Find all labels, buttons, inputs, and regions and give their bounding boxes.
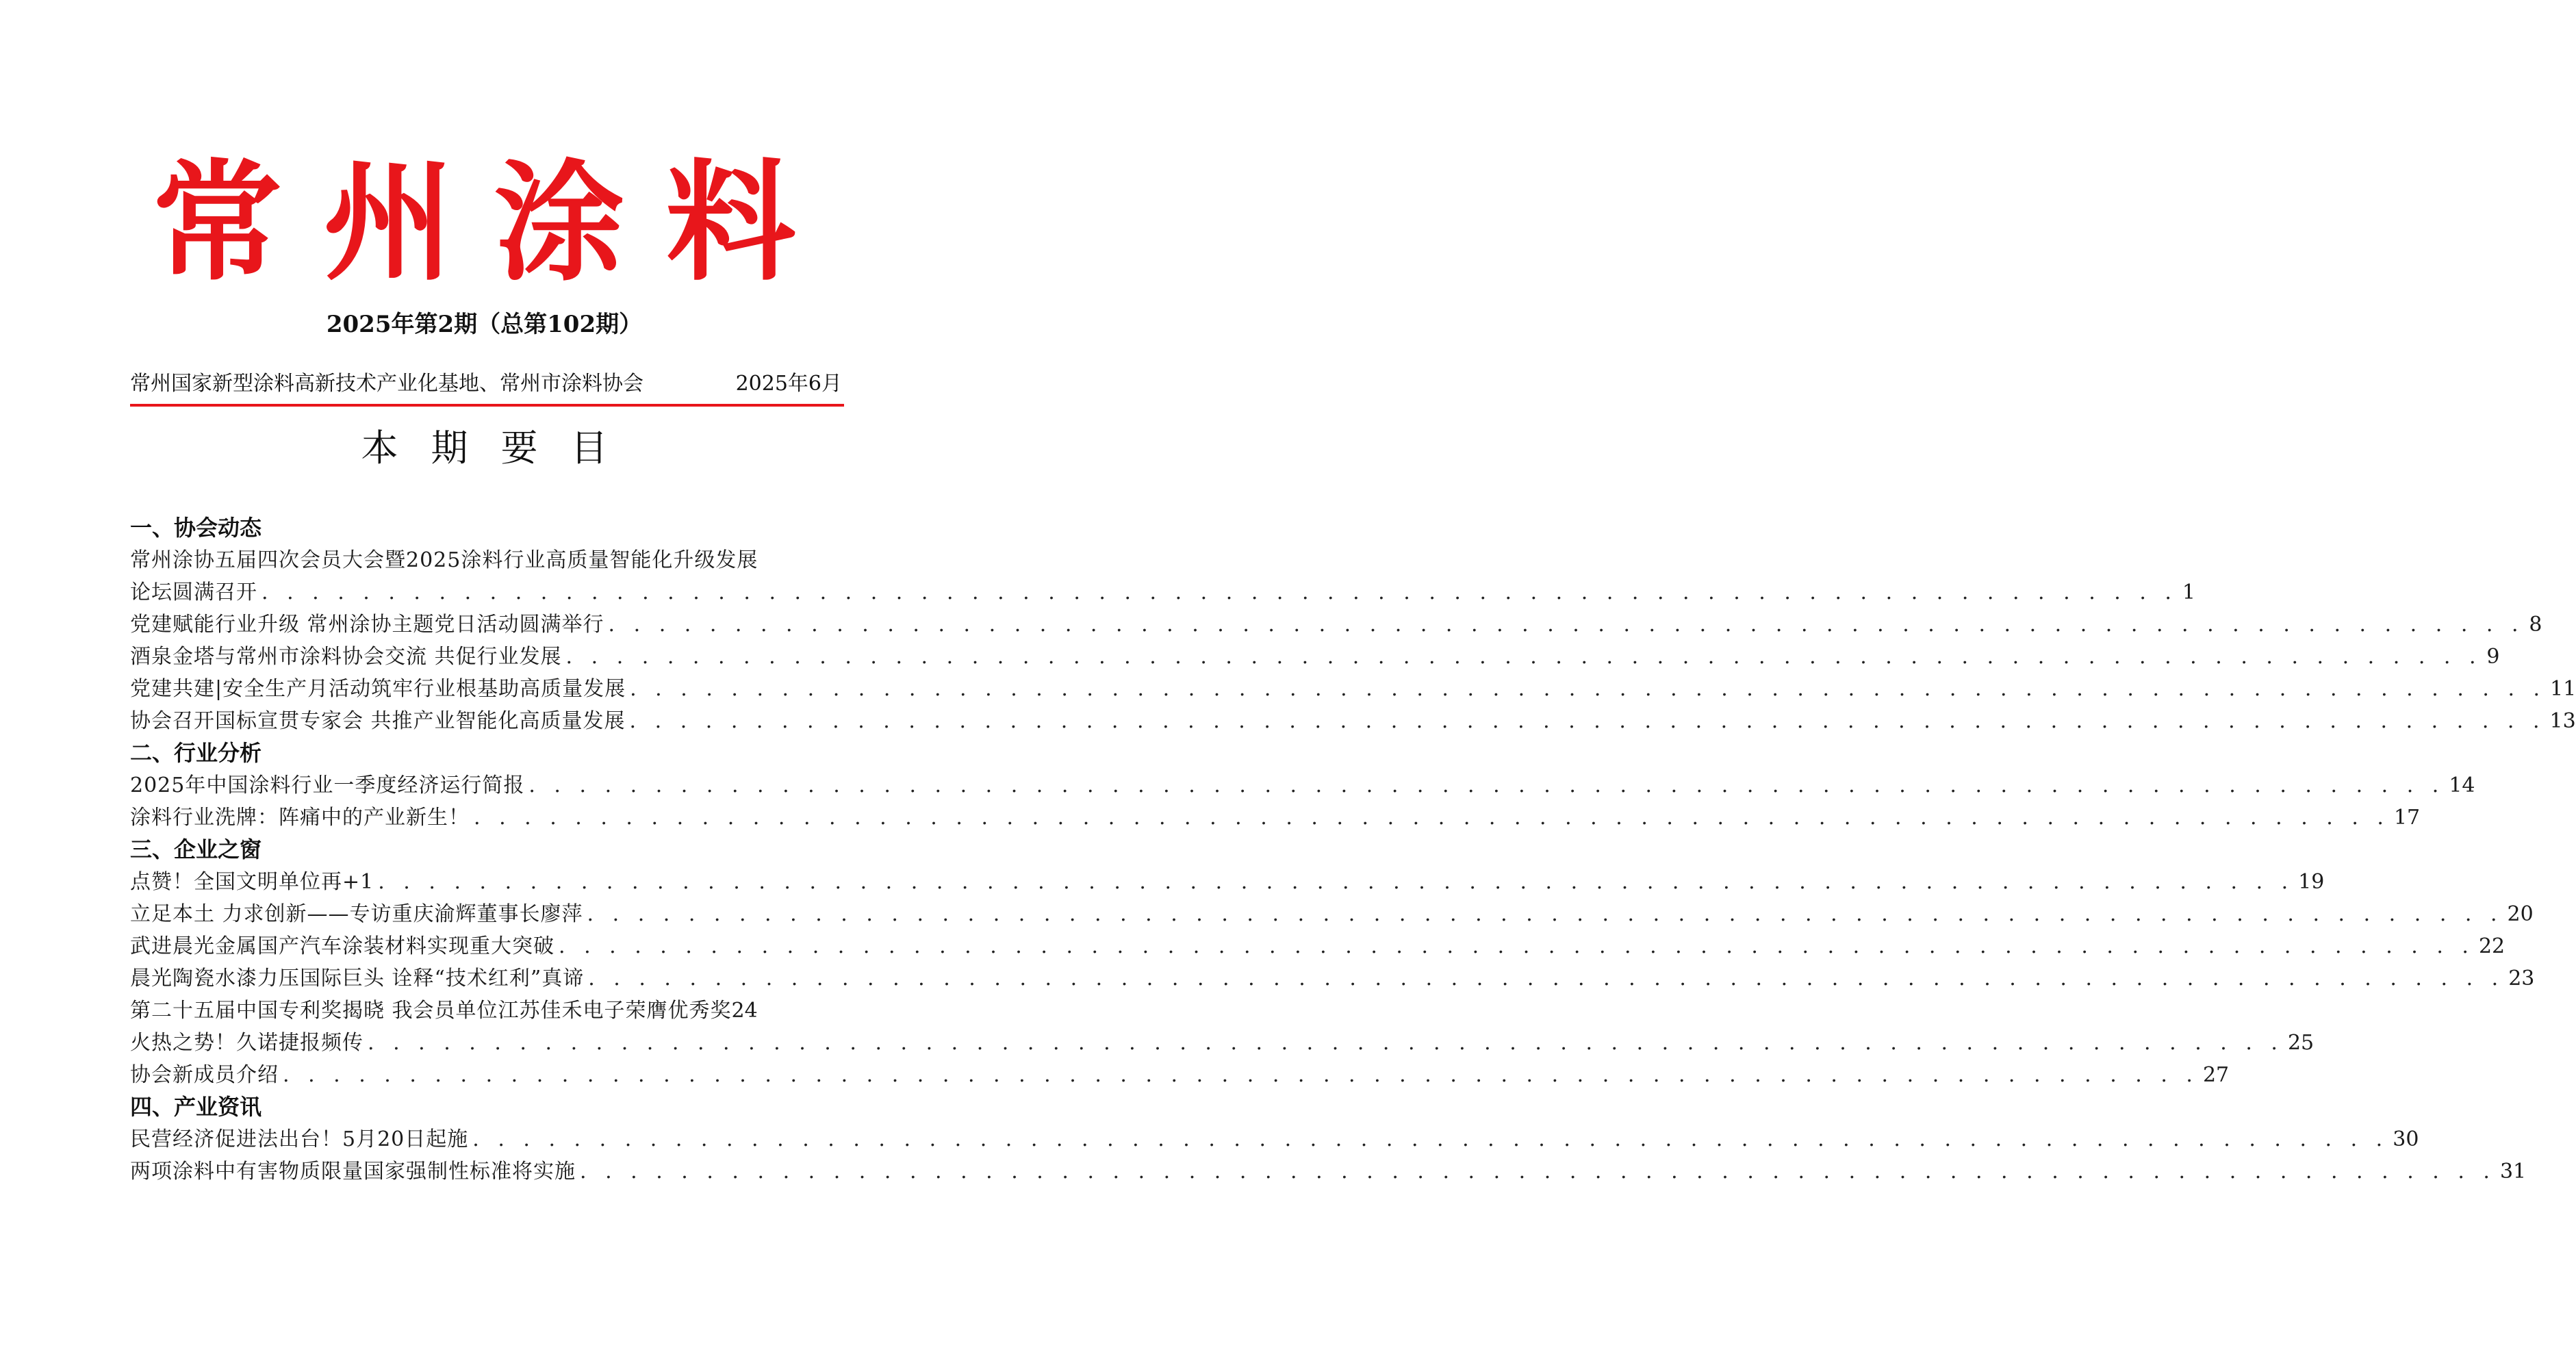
publication-date: 2025年6月 — [735, 372, 842, 396]
toc-entry-title: 武进晨光金属国产汽车涂装材料实现重大突破 — [130, 934, 554, 958]
dot-leader: . . . . . . . . . . . . . . . . . . . . . . . . . . . . . . . . . . . . . . . . . . . . . . . . . . . . . . . . . . . . . . . . . . . . . . . . . . . . — [588, 967, 2505, 990]
toc-entry[interactable] — [130, 930, 2505, 962]
toc-entry[interactable] — [130, 673, 2576, 705]
toc-entry[interactable] — [130, 1027, 2314, 1059]
toc-entry-title: 酒泉金塔与常州市涂料协会交流 共促行业发展 — [130, 645, 562, 669]
toc-entry-title: 点赞！全国文明单位再+1 — [130, 870, 374, 894]
toc-entry-title: 民营经济促进法出台！5月20日起施 — [130, 1127, 469, 1151]
page-number: 17 — [2393, 806, 2421, 830]
toc-entry[interactable] — [130, 1155, 2527, 1188]
dot-leader: . . . . . . . . . . . . . . . . . . . . . . . . . . . . . . . . . . . . . . . . . . . . . . . . . . . . . . . . . . . . . . . . . . . . . . . . . . . . — [283, 1063, 2199, 1087]
toc-entry-title: 两项涂料中有害物质限量国家强制性标准将实施 — [130, 1160, 576, 1184]
page-number: 14 — [2449, 773, 2475, 797]
toc-entry[interactable] — [130, 898, 2534, 930]
toc-entry-title: 2025年中国涂料行业一季度经济运行简报 — [130, 773, 525, 797]
toc-entry[interactable] — [130, 544, 2195, 609]
page-number: 9 — [2486, 645, 2500, 669]
toc-entry[interactable] — [130, 1123, 2419, 1155]
dot-leader: . . . . . . . . . . . . . . . . . . . . . . . . . . . . . . . . . . . . . . . . . . . . . . . . . . . . . . . . . . . . . . . . . . . . . . . . . . . . — [559, 934, 2475, 958]
toc-entry[interactable] — [130, 995, 842, 1027]
dot-leader: . . . . . . . . . . . . . . . . . . . . . . . . . . . . . . . . . . . . . . . . . . . . . . . . . . . . . . . . . . . . . . . . . . . . . . . . . . . . — [587, 902, 2503, 926]
toc-entry[interactable] — [130, 769, 2475, 802]
publisher-org: 常州国家新型涂料高新技术产业化基地、常州市涂料协会 — [130, 372, 643, 396]
page-number: 8 — [2529, 613, 2542, 637]
section-title: 三、企业之窗 — [130, 836, 262, 862]
dot-leader: . . . . . . . . . . . . . . . . . . . . . . . . . . . . . . . . . . . . . . . . . . . . . . . . . . . . . . . . . . . . . . . . . . . . . . . . . . . . — [580, 1160, 2496, 1184]
issue-line: 2025年第2期（总第102期） — [326, 311, 643, 338]
toc-heading: 本期要目 — [361, 426, 641, 470]
publisher-row — [130, 367, 842, 401]
toc-entry-title: 协会新成员介绍 — [130, 1063, 279, 1087]
toc-entry[interactable] — [130, 802, 2421, 834]
toc-entry[interactable] — [130, 1059, 2230, 1091]
dot-leader: . . . . . . . . . . . . . . . . . . . . . . . . . . . . . . . . . . . . . . . . . . . . . . . . . . . . . . . . . . . . . . . . . . . . . . . . . . . . — [378, 870, 2295, 894]
dot-leader: . . . . . . . . . . . . . . . . . . . . . . . . . . . . . . . . . . . . . . . . . . . . . . . . . . . . . . . . . . . . . . . . . . . . . . . . . . . . — [629, 709, 2546, 733]
toc-entry[interactable] — [130, 609, 2542, 641]
toc-entry[interactable] — [130, 962, 2535, 995]
toc-entry-title-line1: 常州涂协五届四次会员大会暨2025涂料行业高质量智能化升级发展 — [130, 548, 758, 572]
dot-leader: . . . . . . . . . . . . . . . . . . . . . . . . . . . . . . . . . . . . . . . . . . . . . . . . . . . . . . . . . . . . . . . . . . . . . . . . . . . . — [565, 645, 2482, 669]
page-number: 20 — [2507, 902, 2534, 926]
dot-leader: . . . . . . . . . . . . . . . . . . . . . . . . . . . . . . . . . . . . . . . . . . . . . . . . . . . . . . . . . . . . . . . . . . . . . . . . . . . . — [472, 1127, 2389, 1151]
page-number: 24 — [731, 999, 758, 1023]
dot-leader: . . . . . . . . . . . . . . . . . . . . . . . . . . . . . . . . . . . . . . . . . . . . . . . . . . . . . . . . . . . . . . . . . . . . . . . . . . . . — [474, 806, 2390, 830]
dot-leader: . . . . . . . . . . . . . . . . . . . . . . . . . . . . . . . . . . . . . . . . . . . . . . . . . . . . . . . . . . . . . . . . . . . . . . . . . . . . — [630, 677, 2547, 701]
toc-entry-title: 晨光陶瓷水漆力压国际巨头 诠释“技术红利”真谛 — [130, 967, 585, 990]
section-title: 四、产业资讯 — [130, 1094, 262, 1120]
page-number: 19 — [2298, 870, 2325, 894]
toc-entry-title: 立足本土 力求创新——专访重庆渝辉董事长廖萍 — [130, 902, 583, 926]
toc-entry-title: 论坛圆满召开 — [130, 580, 257, 604]
header-divider — [130, 404, 844, 407]
toc-entry-title: 涂料行业洗牌：阵痛中的产业新生！ — [130, 806, 470, 830]
toc-entry-title: 协会召开国标宣贯专家会 共推产业智能化高质量发展 — [130, 709, 626, 733]
toc-entry[interactable] — [130, 705, 2576, 737]
table-of-contents — [130, 512, 2576, 1188]
page-number: 13 — [2549, 709, 2576, 733]
toc-entry[interactable] — [130, 866, 2325, 898]
toc-entry-title: 火热之势！久诺捷报频传 — [130, 1031, 364, 1055]
page-number: 25 — [2287, 1031, 2314, 1055]
page-number: 27 — [2202, 1063, 2230, 1087]
toc-entry-title: 党建赋能行业升级 常州涂协主题党日活动圆满举行 — [130, 613, 604, 637]
dot-leader: . . . . . . . . . . . . . . . . . . . . . . . . . . . . . . . . . . . . . . . . . . . . . . . . . . . . . . . . . . . . . . . . . . . . . . . . . . . . — [528, 773, 2445, 797]
toc-entry-title: 党建共建|安全生产月活动筑牢行业根基助高质量发展 — [130, 677, 626, 701]
section-title: 二、行业分析 — [130, 740, 262, 766]
toc-entry[interactable] — [130, 641, 2500, 673]
dot-leader: . . . . . . . . . . . . . . . . . . . . . . . . . . . . . . . . . . . . . . . . . . . . . . . . . . . . . . . . . . . . . . . . . . . . . . . . . . . . — [262, 580, 2178, 604]
toc-entry-title: 第二十五届中国专利奖揭晓 我会员单位江苏佳禾电子荣膺优秀奖 — [130, 999, 732, 1023]
page-number: 11 — [2550, 677, 2576, 701]
dot-leader: . . . . . . . . . . . . . . . . . . . . . . . . . . . . . . . . . . . . . . . . . . . . . . . . . . . . . . . . . . . . . . . . . . . . . . . . . . . . — [368, 1031, 2284, 1055]
dot-leader: . . . . . . . . . . . . . . . . . . . . . . . . . . . . . . . . . . . . . . . . . . . . . . . . . . . . . . . . . . . . . . . . . . . . . . . . . . . . — [608, 613, 2525, 637]
page-number: 1 — [2182, 580, 2195, 604]
section-title: 一、协会动态 — [130, 515, 262, 541]
page-number: 22 — [2478, 934, 2505, 958]
masthead-title: 常州涂料 — [152, 146, 837, 298]
page-number: 30 — [2393, 1127, 2419, 1151]
page-number: 23 — [2508, 967, 2535, 990]
page-number: 31 — [2499, 1160, 2527, 1184]
